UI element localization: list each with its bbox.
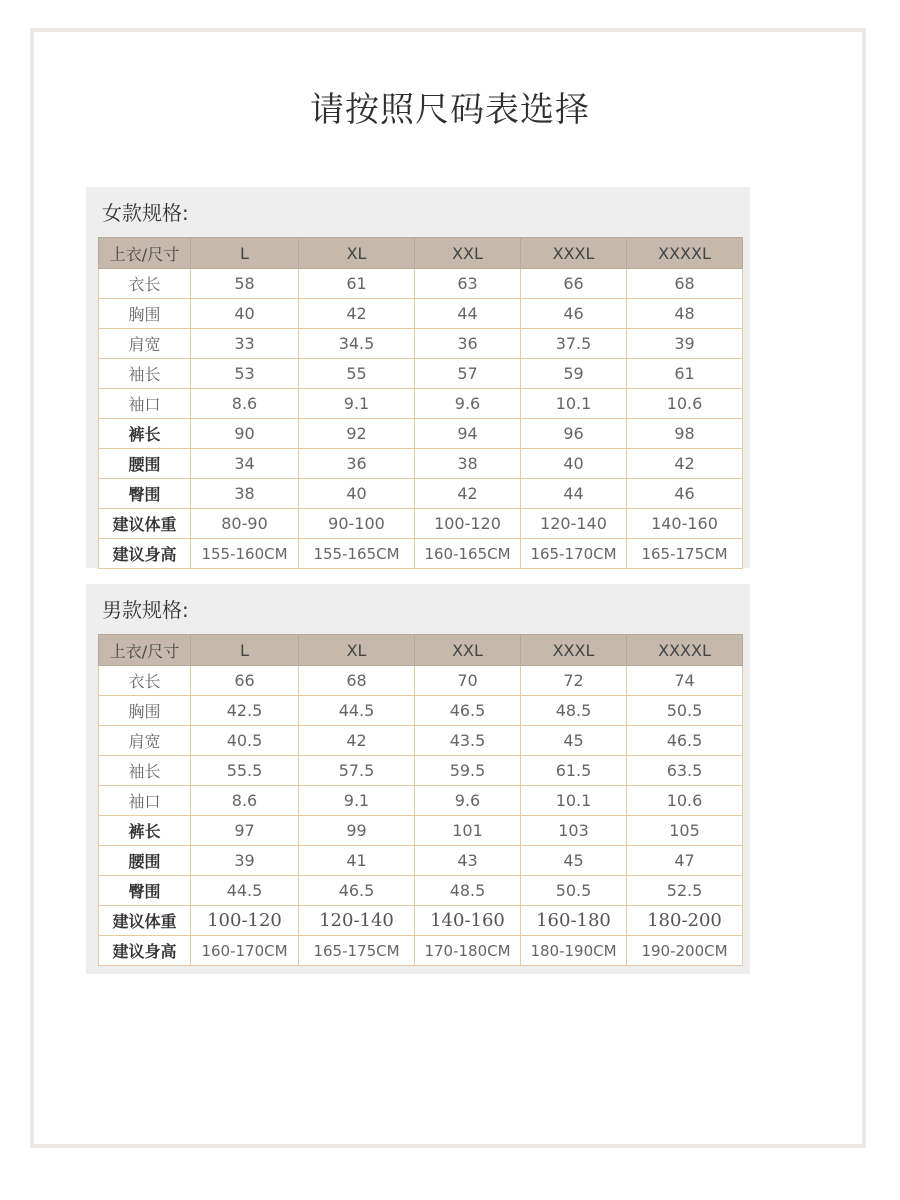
table-row xyxy=(99,816,743,846)
table-cell: 100-120 xyxy=(415,509,521,539)
table-cell: 90-100 xyxy=(299,509,415,539)
table-cell: 63.5 xyxy=(627,756,743,786)
table-cell: 160-170CM xyxy=(191,936,299,966)
header-cell-size: XXXL xyxy=(521,635,627,666)
table-cell: 37.5 xyxy=(521,329,627,359)
header-cell-size: XL xyxy=(299,635,415,666)
table-cell: 8.6 xyxy=(191,389,299,419)
table-cell: 10.6 xyxy=(627,389,743,419)
table-cell: 92 xyxy=(299,419,415,449)
table-cell: 36 xyxy=(299,449,415,479)
table-cell: 68 xyxy=(299,666,415,696)
row-label: 肩宽 xyxy=(99,726,191,756)
table-cell: 101 xyxy=(415,816,521,846)
table-row xyxy=(99,666,743,696)
row-label: 袖口 xyxy=(99,786,191,816)
header-cell-size: XL xyxy=(299,238,415,269)
table-cell: 59 xyxy=(521,359,627,389)
table-cell: 170-180CM xyxy=(415,936,521,966)
men-size-panel xyxy=(86,584,750,974)
row-label: 建议体重 xyxy=(99,509,191,539)
table-cell: 155-165CM xyxy=(299,539,415,569)
table-header-row xyxy=(99,238,743,269)
header-cell-size: L xyxy=(191,635,299,666)
row-label: 建议体重 xyxy=(99,906,191,936)
table-cell: 52.5 xyxy=(627,876,743,906)
table-cell: 99 xyxy=(299,816,415,846)
table-cell: 58 xyxy=(191,269,299,299)
table-cell: 42.5 xyxy=(191,696,299,726)
row-label: 建议身高 xyxy=(99,936,191,966)
table-cell: 42 xyxy=(415,479,521,509)
table-cell: 120-140 xyxy=(299,906,415,936)
table-cell: 96 xyxy=(521,419,627,449)
table-cell: 50.5 xyxy=(627,696,743,726)
table-cell: 46 xyxy=(627,479,743,509)
table-cell: 160-180 xyxy=(521,906,627,936)
table-cell: 57.5 xyxy=(299,756,415,786)
table-row xyxy=(99,906,743,936)
table-cell: 94 xyxy=(415,419,521,449)
table-cell: 61.5 xyxy=(521,756,627,786)
table-cell: 53 xyxy=(191,359,299,389)
table-cell: 34 xyxy=(191,449,299,479)
table-cell: 40 xyxy=(299,479,415,509)
table-cell: 140-160 xyxy=(627,509,743,539)
table-cell: 40.5 xyxy=(191,726,299,756)
women-size-table xyxy=(98,237,743,569)
table-cell: 72 xyxy=(521,666,627,696)
table-cell: 44 xyxy=(521,479,627,509)
table-cell: 40 xyxy=(191,299,299,329)
row-label: 袖长 xyxy=(99,359,191,389)
table-cell: 105 xyxy=(627,816,743,846)
table-row xyxy=(99,419,743,449)
header-cell-size: XXL xyxy=(415,238,521,269)
table-cell: 40 xyxy=(521,449,627,479)
row-label: 建议身高 xyxy=(99,539,191,569)
table-cell: 120-140 xyxy=(521,509,627,539)
header-cell-size: L xyxy=(191,238,299,269)
table-row xyxy=(99,389,743,419)
table-cell: 50.5 xyxy=(521,876,627,906)
table-row xyxy=(99,269,743,299)
table-cell: 48.5 xyxy=(521,696,627,726)
table-row xyxy=(99,329,743,359)
table-cell: 44.5 xyxy=(191,876,299,906)
header-cell-label: 上衣/尺寸 xyxy=(99,635,191,666)
table-cell: 61 xyxy=(299,269,415,299)
table-cell: 140-160 xyxy=(415,906,521,936)
table-cell: 33 xyxy=(191,329,299,359)
row-label: 腰围 xyxy=(99,449,191,479)
table-cell: 10.1 xyxy=(521,389,627,419)
table-cell: 45 xyxy=(521,846,627,876)
table-row xyxy=(99,696,743,726)
header-cell-size: XXXXL xyxy=(627,238,743,269)
table-cell: 70 xyxy=(415,666,521,696)
table-cell: 47 xyxy=(627,846,743,876)
table-cell: 48.5 xyxy=(415,876,521,906)
table-cell: 34.5 xyxy=(299,329,415,359)
table-row xyxy=(99,359,743,389)
table-cell: 180-200 xyxy=(627,906,743,936)
table-row xyxy=(99,786,743,816)
table-cell: 39 xyxy=(627,329,743,359)
row-label: 臀围 xyxy=(99,479,191,509)
table-cell: 66 xyxy=(191,666,299,696)
row-label: 衣长 xyxy=(99,666,191,696)
table-cell: 36 xyxy=(415,329,521,359)
table-row xyxy=(99,509,743,539)
header-cell-size: XXL xyxy=(415,635,521,666)
table-cell: 42 xyxy=(627,449,743,479)
header-cell-label: 上衣/尺寸 xyxy=(99,238,191,269)
table-cell: 46.5 xyxy=(299,876,415,906)
row-label: 胸围 xyxy=(99,696,191,726)
table-cell: 44 xyxy=(415,299,521,329)
row-label: 裤长 xyxy=(99,419,191,449)
table-cell: 190-200CM xyxy=(627,936,743,966)
table-cell: 165-175CM xyxy=(627,539,743,569)
table-cell: 61 xyxy=(627,359,743,389)
table-row xyxy=(99,756,743,786)
table-cell: 39 xyxy=(191,846,299,876)
table-cell: 9.1 xyxy=(299,389,415,419)
table-cell: 41 xyxy=(299,846,415,876)
table-cell: 43.5 xyxy=(415,726,521,756)
table-cell: 57 xyxy=(415,359,521,389)
table-cell: 8.6 xyxy=(191,786,299,816)
table-row xyxy=(99,479,743,509)
table-cell: 100-120 xyxy=(191,906,299,936)
table-row xyxy=(99,449,743,479)
table-cell: 46.5 xyxy=(627,726,743,756)
table-cell: 45 xyxy=(521,726,627,756)
table-cell: 165-170CM xyxy=(521,539,627,569)
row-label: 臀围 xyxy=(99,876,191,906)
table-cell: 9.6 xyxy=(415,389,521,419)
table-row xyxy=(99,539,743,569)
table-cell: 42 xyxy=(299,299,415,329)
table-cell: 46.5 xyxy=(415,696,521,726)
table-cell: 10.6 xyxy=(627,786,743,816)
row-label: 袖口 xyxy=(99,389,191,419)
table-cell: 97 xyxy=(191,816,299,846)
table-cell: 38 xyxy=(415,449,521,479)
table-cell: 66 xyxy=(521,269,627,299)
table-cell: 160-165CM xyxy=(415,539,521,569)
table-cell: 98 xyxy=(627,419,743,449)
row-label: 衣长 xyxy=(99,269,191,299)
women-section-title: 女款规格: xyxy=(102,201,189,225)
table-cell: 43 xyxy=(415,846,521,876)
table-cell: 48 xyxy=(627,299,743,329)
table-cell: 46 xyxy=(521,299,627,329)
table-row xyxy=(99,726,743,756)
women-size-panel xyxy=(86,187,750,568)
table-row xyxy=(99,846,743,876)
table-row xyxy=(99,936,743,966)
table-cell: 165-175CM xyxy=(299,936,415,966)
table-cell: 80-90 xyxy=(191,509,299,539)
men-size-table xyxy=(98,634,743,966)
men-section-title: 男款规格: xyxy=(102,598,189,622)
row-label: 胸围 xyxy=(99,299,191,329)
table-cell: 42 xyxy=(299,726,415,756)
table-cell: 103 xyxy=(521,816,627,846)
table-cell: 10.1 xyxy=(521,786,627,816)
table-cell: 63 xyxy=(415,269,521,299)
table-cell: 90 xyxy=(191,419,299,449)
table-header-row xyxy=(99,635,743,666)
table-cell: 9.6 xyxy=(415,786,521,816)
row-label: 裤长 xyxy=(99,816,191,846)
table-row xyxy=(99,299,743,329)
header-cell-size: XXXL xyxy=(521,238,627,269)
table-cell: 9.1 xyxy=(299,786,415,816)
table-cell: 180-190CM xyxy=(521,936,627,966)
table-cell: 155-160CM xyxy=(191,539,299,569)
page-title: 请按照尺码表选择 xyxy=(310,90,590,130)
row-label: 腰围 xyxy=(99,846,191,876)
table-cell: 59.5 xyxy=(415,756,521,786)
table-cell: 38 xyxy=(191,479,299,509)
table-row xyxy=(99,876,743,906)
row-label: 袖长 xyxy=(99,756,191,786)
table-cell: 44.5 xyxy=(299,696,415,726)
table-cell: 55 xyxy=(299,359,415,389)
table-cell: 74 xyxy=(627,666,743,696)
header-cell-size: XXXXL xyxy=(627,635,743,666)
table-cell: 68 xyxy=(627,269,743,299)
table-cell: 55.5 xyxy=(191,756,299,786)
row-label: 肩宽 xyxy=(99,329,191,359)
